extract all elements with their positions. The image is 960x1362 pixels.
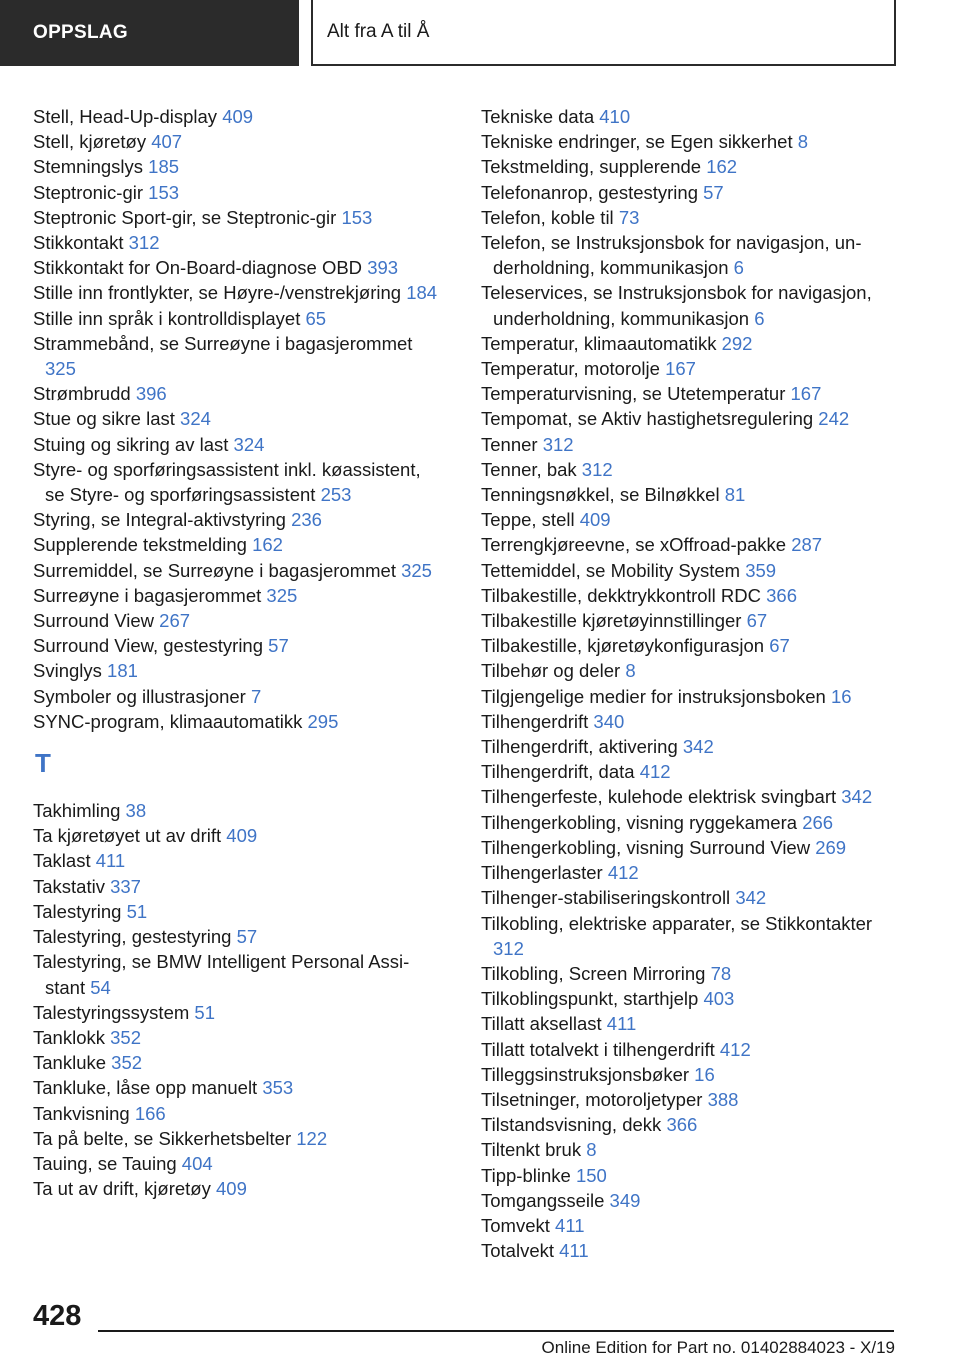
entry-term: Tauing, se Tauing (33, 1152, 177, 1174)
index-entry (33, 1050, 443, 1075)
entry-page-link[interactable]: 342 (735, 887, 767, 909)
entry-term: Styre- og sporføringsassistent inkl. køassistent, se Styre- og sporføringsassistent (33, 458, 421, 506)
entry-term: Teleservices, se Instruksjonsbok for navigasjon, underholdning, kommunikasjon (481, 282, 872, 329)
entry-term: Tenner, bak (481, 458, 577, 480)
index-entry (481, 860, 901, 885)
entry-term: Tilhengerkobling, visning ryggekamera (481, 811, 798, 833)
entry-page-link[interactable]: 403 (703, 988, 735, 1010)
index-entry (33, 1176, 443, 1201)
entry-page-link[interactable]: 312 (581, 458, 613, 480)
entry-page-link[interactable]: 81 (724, 484, 746, 506)
index-column-right (481, 104, 901, 1263)
entry-term: Tillatt aksellast (481, 1013, 602, 1035)
index-entry (481, 583, 901, 608)
entry-term: Ta kjøretøyet ut av drift (33, 825, 222, 847)
index-entry (33, 1025, 443, 1050)
entry-term: Stell, Head-Up-display (33, 106, 218, 127)
index-list-s (33, 104, 443, 734)
entry-term: Telefon, se Instruksjonsbok for navigasjon, underholdning, kommunikasjon (481, 232, 862, 279)
entry-page-link[interactable]: 324 (180, 408, 211, 430)
entry-term: Talestyring, gestestyring (33, 926, 232, 948)
entry-term: Styring, se Integral-aktivstyring (33, 509, 286, 531)
entry-term: Tilleggsinstruksjonsbøker (481, 1063, 690, 1085)
index-entry (481, 280, 901, 330)
entry-page-link[interactable]: 366 (666, 1114, 698, 1136)
index-entry (33, 381, 443, 406)
index-entry (33, 798, 443, 823)
entry-page-link[interactable]: 411 (559, 1240, 589, 1262)
entry-term: Tilhengerfeste, kulehode elektrisk svingbart (481, 786, 837, 808)
index-entry (33, 1151, 443, 1176)
index-entry (33, 949, 443, 999)
entry-page-link[interactable]: 352 (110, 1026, 141, 1048)
entry-term: Totalvekt (481, 1240, 555, 1262)
entry-page-link[interactable]: 269 (815, 836, 847, 858)
entry-page-link[interactable]: 78 (710, 962, 732, 984)
entry-page-link[interactable]: 167 (790, 383, 822, 405)
index-entry (481, 810, 901, 835)
index-entry (481, 507, 901, 532)
entry-term: Symboler og illustrasjoner (33, 685, 246, 707)
entry-term: Telefonanrop, gestestyring (481, 181, 698, 203)
entry-term: Terrengkjøreevne, se xOffroad-pakke (481, 534, 787, 556)
index-entry (481, 784, 901, 809)
index-entry (481, 104, 901, 129)
index-entry (33, 154, 443, 179)
index-entry (481, 759, 901, 784)
entry-page-link[interactable]: 412 (639, 761, 671, 783)
index-entry (33, 558, 443, 583)
index-entry (33, 658, 443, 683)
entry-page-link[interactable]: 312 (128, 232, 160, 254)
index-entry (481, 961, 901, 986)
entry-page-link[interactable]: 51 (126, 900, 148, 922)
index-entry (481, 709, 901, 734)
entry-term: Temperatur, klimaautomatikk (481, 332, 717, 354)
entry-term: Tilkoblingspunkt, starthjelp (481, 988, 699, 1010)
entry-term: Stuing og sikring av last (33, 433, 229, 455)
index-entry (33, 205, 443, 230)
entry-term: Steptronic Sport-gir, se Steptronic-gir (33, 206, 337, 228)
entry-page-link[interactable]: 6 (754, 307, 765, 329)
entry-page-link[interactable]: 267 (159, 610, 191, 632)
entry-page-link[interactable]: 236 (291, 509, 322, 531)
entry-term: Tilhengerlaster (481, 862, 603, 884)
entry-page-link[interactable]: 67 (769, 635, 790, 657)
index-list-t (33, 798, 443, 1201)
entry-page-link[interactable]: 6 (733, 257, 744, 279)
entry-term: Svinglys (33, 660, 102, 682)
entry-term: Stikkontakt for On-Board-diagnose OBD (33, 257, 363, 279)
entry-page-link[interactable]: 393 (367, 257, 399, 279)
entry-page-link[interactable]: 409 (579, 509, 611, 531)
index-entry (33, 306, 443, 331)
entry-page-link[interactable]: 8 (625, 660, 636, 682)
index-entry (481, 911, 901, 961)
index-entry (481, 986, 901, 1011)
entry-page-link[interactable]: 404 (181, 1152, 213, 1174)
entry-term: Stille inn språk i kontrolldisplayet (33, 307, 301, 329)
entry-page-link[interactable]: 181 (107, 660, 138, 682)
entry-term: Tenner (481, 433, 538, 455)
index-entry (481, 532, 901, 557)
entry-term: Tipp-blinke (481, 1164, 571, 1186)
entry-page-link[interactable]: 412 (719, 1038, 751, 1060)
entry-page-link[interactable]: 287 (791, 534, 823, 556)
footer-edition: Online Edition for Part no. 01402884023 - X/19 (541, 1338, 895, 1357)
entry-term: Takhimling (33, 800, 121, 822)
index-entry (33, 129, 443, 154)
entry-page-link[interactable]: 57 (703, 181, 724, 203)
index-entry (33, 924, 443, 949)
index-entry (481, 1137, 901, 1162)
entry-term: Temperaturvisning, se Utetemperatur (481, 383, 786, 405)
index-entry (481, 406, 901, 431)
entry-page-link[interactable]: 352 (111, 1052, 143, 1074)
entry-page-link[interactable]: 342 (841, 786, 873, 808)
entry-page-link[interactable]: 411 (555, 1214, 585, 1236)
index-entry (481, 608, 901, 633)
entry-page-link[interactable]: 292 (721, 332, 753, 354)
entry-page-link[interactable]: 342 (682, 736, 714, 758)
entry-term: Tilbakestille, kjøretøykonfigurasjon (481, 635, 765, 657)
index-entry (33, 633, 443, 658)
index-entry (481, 457, 901, 482)
entry-page-link[interactable]: 253 (320, 484, 352, 506)
entry-page-link[interactable]: 359 (745, 559, 777, 581)
entry-page-link[interactable]: 185 (148, 156, 180, 178)
index-entry (33, 432, 443, 457)
index-entry (481, 835, 901, 860)
entry-term: Tilbakestille, dekktrykkontroll RDC (481, 584, 761, 606)
index-entry (481, 1087, 901, 1112)
entry-term: Tenningsnøkkel, se Bilnøkkel (481, 484, 720, 506)
entry-term: Stille inn frontlykter, se Høyre-/venstrekjøring (33, 282, 402, 304)
index-entry (481, 1011, 901, 1036)
index-entry (33, 874, 443, 899)
entry-page-link[interactable]: 412 (607, 862, 639, 884)
entry-page-link[interactable]: 337 (110, 875, 141, 897)
index-entry (33, 180, 443, 205)
entry-page-link[interactable]: 242 (818, 408, 850, 430)
entry-term: Teppe, stell (481, 509, 575, 531)
index-entry (481, 205, 901, 230)
entry-term: Tilbakestille kjøretøyinnstillinger (481, 610, 742, 632)
entry-page-link[interactable]: 266 (802, 811, 834, 833)
entry-term: Tettemiddel, se Mobility System (481, 559, 741, 581)
entry-page-link[interactable]: 57 (268, 635, 289, 657)
entry-term: Tekstmelding, supplerende (481, 156, 702, 178)
index-entry (481, 1213, 901, 1238)
index-entry (481, 331, 901, 356)
index-entry (33, 684, 443, 709)
index-entry (33, 406, 443, 431)
index-entry (33, 532, 443, 557)
entry-term: Surround View, gestestyring (33, 635, 264, 657)
entry-term: Tempomat, se Aktiv hastighetsregulering (481, 408, 814, 430)
entry-page-link[interactable]: 295 (307, 710, 339, 732)
entry-page-link[interactable]: 67 (746, 610, 768, 632)
entry-term: Supplerende tekstmelding (33, 534, 247, 556)
index-entry (33, 1000, 443, 1025)
entry-term: Tilhengerkobling, visning Surround View (481, 836, 811, 858)
index-entry (33, 255, 443, 280)
index-entry (33, 457, 443, 507)
entry-page-link[interactable]: 349 (609, 1189, 641, 1211)
entry-term: Stemningslys (33, 156, 144, 178)
entry-term: Tekniske data (481, 106, 595, 127)
index-entry (33, 608, 443, 633)
index-column-left (33, 104, 443, 1201)
entry-page-link[interactable]: 162 (706, 156, 738, 178)
entry-term: Tilhenger-stabiliseringskontroll (481, 887, 731, 909)
entry-page-link[interactable]: 7 (250, 685, 262, 707)
entry-page-link[interactable]: 65 (305, 307, 327, 329)
entry-term: Tanklokk (33, 1026, 105, 1048)
entry-page-link[interactable]: 16 (830, 685, 852, 707)
index-entry (33, 848, 443, 873)
index-entry (481, 734, 901, 759)
entry-page-link[interactable]: 122 (296, 1127, 328, 1149)
entry-page-link[interactable]: 167 (665, 358, 696, 380)
entry-page-link[interactable]: 409 (226, 825, 258, 847)
entry-term: Tilbehør og deler (481, 660, 621, 682)
entry-page-link[interactable]: 325 (45, 358, 76, 380)
index-entry (33, 1126, 443, 1151)
entry-term: Telefon, koble til (481, 206, 614, 228)
entry-page-link[interactable]: 153 (148, 181, 180, 203)
index-entry (481, 633, 901, 658)
index-entry (481, 381, 901, 406)
index-entry (33, 507, 443, 532)
index-entry (481, 1163, 901, 1188)
entry-term: Tankluke, låse opp manuelt (33, 1077, 258, 1099)
entry-term: Surreøyne i bagasjerommet (33, 584, 262, 606)
entry-term: Stell, kjøretøy (33, 131, 147, 153)
entry-page-link[interactable]: 57 (236, 926, 258, 948)
index-entry (33, 230, 443, 255)
index-entry (481, 684, 901, 709)
index-entry (33, 1101, 443, 1126)
entry-page-link[interactable]: 73 (618, 206, 640, 228)
entry-term: SYNC-program, klimaautomatikk (33, 710, 303, 732)
entry-page-link[interactable]: 54 (90, 976, 111, 998)
index-entry (33, 583, 443, 608)
entry-term: Tilhengerdrift (481, 710, 589, 732)
entry-term: Taklast (33, 850, 91, 872)
entry-term: Talestyringssystem (33, 1001, 190, 1023)
entry-term: Tilgjengelige medier for instruksjonsboken (481, 685, 826, 707)
entry-page-link[interactable]: 411 (95, 850, 126, 872)
entry-page-link[interactable]: 366 (766, 584, 797, 606)
entry-page-link[interactable]: 162 (252, 534, 283, 556)
entry-term: Talestyring, se BMW Intelligent Personal Assistant (33, 951, 410, 998)
index-entry (481, 1112, 901, 1137)
entry-term: Tilhengerdrift, aktivering (481, 736, 678, 758)
index-entry (481, 230, 901, 280)
entry-page-link[interactable]: 312 (542, 433, 574, 455)
entry-term: Tomvekt (481, 1214, 550, 1236)
entry-page-link[interactable]: 353 (262, 1077, 294, 1099)
entry-term: Tillatt totalvekt i tilhengerdrift (481, 1038, 715, 1060)
index-entry (33, 280, 443, 305)
entry-page-link[interactable]: 325 (266, 584, 298, 606)
entry-page-link[interactable]: 396 (135, 383, 167, 405)
index-entry (33, 823, 443, 848)
entry-term: Tankvisning (33, 1102, 130, 1124)
index-entry (481, 432, 901, 457)
entry-page-link[interactable]: 410 (599, 106, 631, 127)
footer-divider (98, 1330, 894, 1332)
entry-page-link[interactable]: 324 (233, 433, 265, 455)
index-entry (481, 1062, 901, 1087)
entry-page-link[interactable]: 407 (151, 131, 183, 153)
index-entry (33, 104, 443, 129)
entry-page-link[interactable]: 409 (222, 106, 254, 127)
index-list-t-continued (481, 104, 901, 1263)
index-entry (481, 482, 901, 507)
index-entry (481, 1238, 901, 1263)
index-entry (481, 658, 901, 683)
entry-term: Stue og sikre last (33, 408, 175, 430)
entry-term: Tiltenkt bruk (481, 1139, 582, 1161)
entry-page-link[interactable]: 16 (694, 1063, 715, 1085)
entry-page-link[interactable]: 38 (125, 800, 147, 822)
entry-term: Strømbrudd (33, 383, 131, 405)
entry-term: Tilsetninger, motoroljetyper (481, 1088, 703, 1110)
entry-term: Takstativ (33, 875, 105, 897)
index-entry (481, 129, 901, 154)
entry-term: Ta ut av drift, kjøretøy (33, 1178, 211, 1200)
entry-term: Surround View (33, 610, 155, 632)
entry-term: Ta på belte, se Sikkerhetsbelter (33, 1127, 292, 1149)
entry-term: Tilstandsvisning, dekk (481, 1114, 662, 1136)
chapter-title: Alt fra A til Å (311, 0, 896, 66)
entry-term: Tilkobling, Screen Mirroring (481, 962, 706, 984)
entry-term: Talestyring (33, 900, 122, 922)
entry-term: Temperatur, motorolje (481, 358, 660, 380)
entry-page-link[interactable]: 325 (401, 559, 432, 581)
index-entry (481, 180, 901, 205)
entry-term: Tankluke (33, 1052, 107, 1074)
entry-term: Tilkobling, elektriske apparater, se Stikkontakter (481, 912, 873, 934)
entry-term: Surremiddel, se Surreøyne i bagasjerommet (33, 559, 396, 581)
index-entry (33, 899, 443, 924)
entry-page-link[interactable]: 166 (134, 1102, 166, 1124)
entry-term: Tilhengerdrift, data (481, 761, 635, 783)
index-entry (481, 1188, 901, 1213)
index-entry (481, 1037, 901, 1062)
entry-page-link[interactable]: 150 (575, 1164, 607, 1186)
index-entry (33, 331, 443, 381)
entry-page-link[interactable]: 409 (216, 1178, 247, 1200)
index-entry (33, 1075, 443, 1100)
entry-page-link[interactable]: 51 (194, 1001, 215, 1023)
entry-page-link[interactable]: 411 (606, 1013, 637, 1035)
index-entry (481, 356, 901, 381)
index-entry (33, 709, 443, 734)
entry-term: Steptronic-gir (33, 181, 144, 203)
entry-page-link[interactable]: 340 (593, 710, 625, 732)
index-entry (481, 885, 901, 910)
entry-page-link[interactable]: 153 (341, 206, 373, 228)
index-entry (481, 558, 901, 583)
entry-page-link[interactable]: 8 (586, 1139, 597, 1161)
section-letter: T (35, 748, 51, 779)
entry-page-link[interactable]: 388 (707, 1088, 739, 1110)
page-number: 428 (33, 1300, 82, 1332)
entry-page-link[interactable]: 184 (406, 282, 438, 304)
entry-term: Strammebånd, se Surreøyne i bagasjerommet (33, 332, 413, 354)
entry-term: Stikkontakt (33, 232, 124, 254)
page-header (0, 0, 960, 66)
entry-page-link[interactable]: 312 (493, 937, 524, 959)
entry-term: Tomgangsseile (481, 1189, 605, 1211)
section-tab: OPPSLAG (0, 0, 299, 66)
entry-term: Tekniske endringer, se Egen sikkerhet (481, 131, 793, 153)
entry-page-link[interactable]: 8 (797, 131, 809, 153)
index-entry (481, 154, 901, 179)
